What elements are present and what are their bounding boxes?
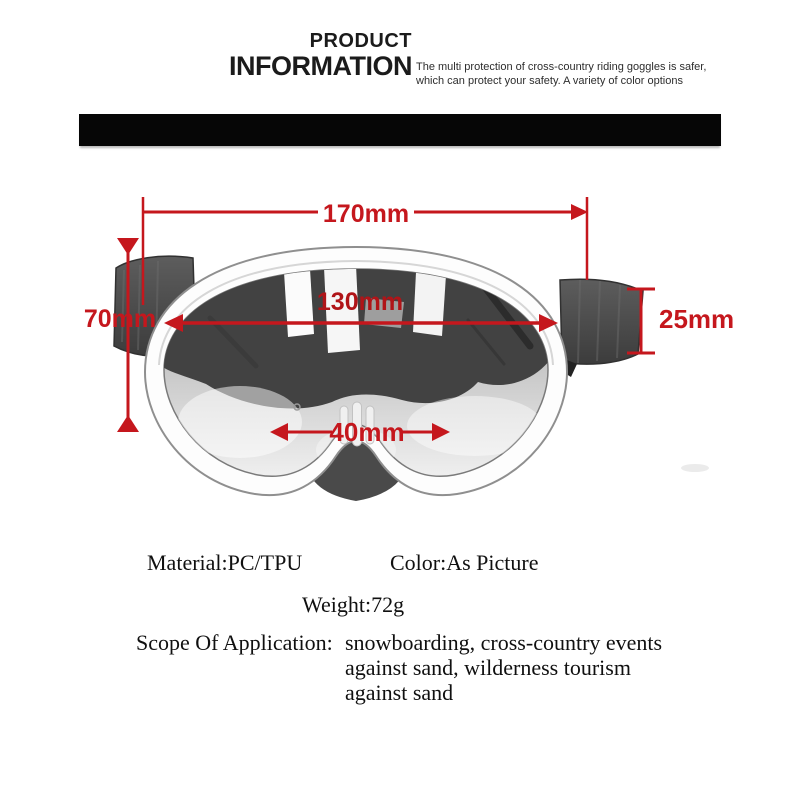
dimension-label-lens-width: 130mm xyxy=(316,288,404,316)
page-title xyxy=(140,29,412,79)
divider-bar xyxy=(79,114,721,146)
spec-scope-line: against sand, wilderness tourism xyxy=(345,655,631,680)
spec-weight: Weight:72g xyxy=(302,592,405,617)
page-title-line1: PRODUCT xyxy=(309,30,412,52)
dimension-label-strap-height: 25mm xyxy=(659,304,735,334)
floor-smudge xyxy=(681,464,709,472)
spec-scope-line: snowboarding, cross-country events xyxy=(345,630,663,655)
product-description: The multi protection of cross-country riding goggles is safer, which can protect your safety. A variety of color options xyxy=(416,61,707,88)
dimension-label-overall-width: 170mm xyxy=(322,200,410,228)
spec-color: Color:As Picture xyxy=(390,550,539,575)
dimension-label-frame-height: 70mm xyxy=(83,305,157,333)
spec-scope-line: against sand xyxy=(345,680,454,705)
goggles-dimension-diagram xyxy=(60,150,760,540)
spec-material: Material:PC/TPU xyxy=(147,550,303,575)
dimension-label-nose-bridge: 40mm xyxy=(329,417,405,447)
page-title-line2: INFORMATION xyxy=(229,51,412,81)
spec-scope-label: Scope Of Application: xyxy=(136,630,333,655)
